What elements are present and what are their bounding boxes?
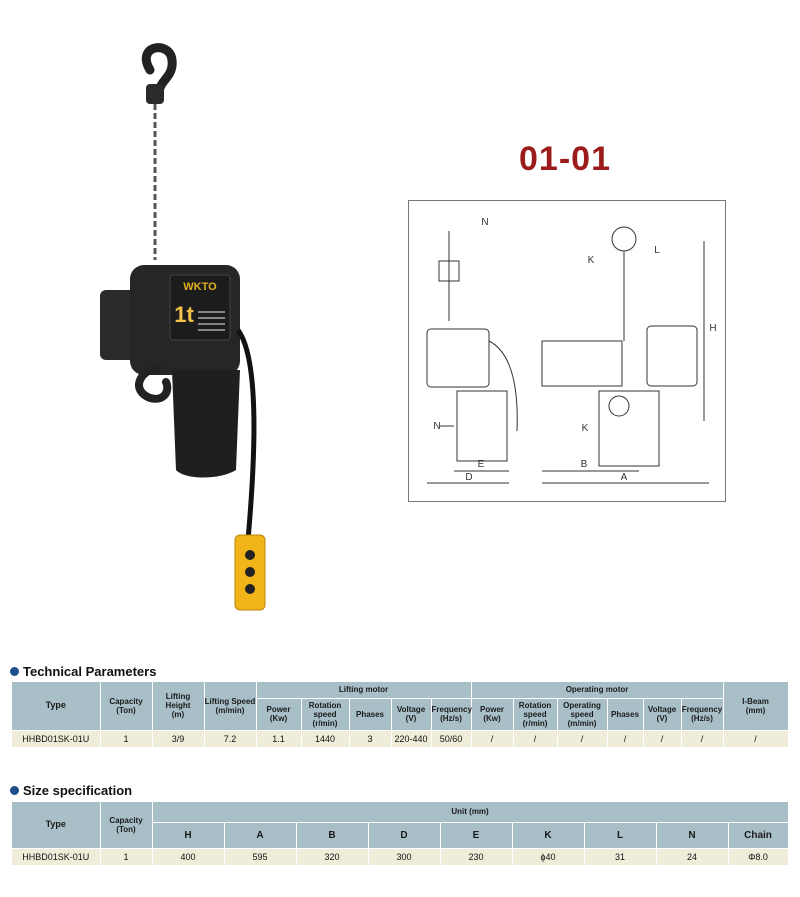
- cell-lm-frequency: 50/60: [431, 730, 471, 747]
- model-title: 01-01: [519, 140, 611, 178]
- cell-lm-rotation: 1440: [301, 730, 349, 747]
- header-type: Type: [12, 802, 100, 848]
- cell-ibeam: /: [723, 730, 788, 747]
- header-lifting-speed: Lifting Speed (m/min): [204, 682, 256, 730]
- tech-params-table: [12, 682, 789, 747]
- capacity-badge: 1t: [174, 302, 194, 327]
- cell-om-phases: /: [607, 730, 643, 747]
- cell-a: 595: [224, 848, 296, 865]
- header-lm-phases: Phases: [349, 698, 391, 730]
- cell-k: ɸ40: [512, 848, 584, 865]
- header-om-phases: Phases: [607, 698, 643, 730]
- cell-type: HHBD01SK-01U: [12, 848, 100, 865]
- size-spec-heading: Size specification: [10, 783, 132, 798]
- drawing-label-a: A: [620, 472, 628, 483]
- table-row: [12, 848, 788, 865]
- hoist-product-image: [80, 40, 310, 630]
- header-dim-b: B: [296, 822, 368, 848]
- cell-om-voltage: /: [643, 730, 681, 747]
- drawing-label-b: B: [580, 459, 588, 470]
- header-dim-chain: Chain: [728, 822, 788, 848]
- header-om-operating-speed: Operating speed (m/min): [557, 698, 607, 730]
- cell-h: 400: [152, 848, 224, 865]
- header-om-power: Power (Kw): [471, 698, 513, 730]
- header-lm-voltage: Voltage (V): [391, 698, 431, 730]
- cell-om-operating-speed: /: [557, 730, 607, 747]
- header-operating-motor: Operating motor: [471, 682, 723, 698]
- header-om-frequency: Frequency (Hz/s): [681, 698, 723, 730]
- header-dim-l: L: [584, 822, 656, 848]
- cell-d: 300: [368, 848, 440, 865]
- cell-chain: Φ8.0: [728, 848, 788, 865]
- header-dim-e: E: [440, 822, 512, 848]
- header-om-rotation: Rotation speed (r/min): [513, 698, 557, 730]
- cell-capacity: 1: [100, 848, 152, 865]
- cell-l: 31: [584, 848, 656, 865]
- bullet-dot-icon: [10, 667, 19, 676]
- dimension-drawing: [408, 200, 726, 502]
- cell-lifting-height: 3/9: [152, 730, 204, 747]
- cell-om-frequency: /: [681, 730, 723, 747]
- header-unit: Unit (mm): [152, 802, 788, 822]
- header-lm-frequency: Frequency (Hz/s): [431, 698, 471, 730]
- header-dim-a: A: [224, 822, 296, 848]
- cell-b: 320: [296, 848, 368, 865]
- cell-e: 230: [440, 848, 512, 865]
- cell-om-rotation: /: [513, 730, 557, 747]
- brand-label: WKTO: [183, 281, 217, 293]
- cell-lifting-speed: 7.2: [204, 730, 256, 747]
- drawing-label-e: E: [477, 459, 485, 470]
- size-spec-table: [12, 802, 789, 865]
- drawing-label-k-side: K: [581, 423, 589, 434]
- drawing-label-n-side: N: [433, 421, 441, 432]
- drawing-label-k-top: K: [587, 255, 595, 266]
- drawing-label-d: D: [465, 472, 473, 483]
- cell-lm-power: 1.1: [256, 730, 301, 747]
- bullet-dot-icon: [10, 786, 19, 795]
- cell-capacity: 1: [100, 730, 152, 747]
- table-row: [12, 730, 788, 747]
- header-capacity: Capacity (Ton): [100, 682, 152, 730]
- header-lm-power: Power (Kw): [256, 698, 301, 730]
- header-dim-n: N: [656, 822, 728, 848]
- cell-type: HHBD01SK-01U: [12, 730, 100, 747]
- drawing-label-h: H: [709, 323, 717, 334]
- header-ibeam: I-Beam (mm): [723, 682, 788, 730]
- header-dim-k: K: [512, 822, 584, 848]
- header-capacity: Capacity (Ton): [100, 802, 152, 848]
- cell-lm-voltage: 220-440: [391, 730, 431, 747]
- header-om-voltage: Voltage (V): [643, 698, 681, 730]
- header-lifting-motor: Lifting motor: [256, 682, 471, 698]
- cell-om-power: /: [471, 730, 513, 747]
- tech-params-heading: Technical Parameters: [10, 664, 156, 679]
- drawing-label-n-top: N: [481, 217, 489, 228]
- cell-lm-phases: 3: [349, 730, 391, 747]
- header-lifting-height: Lifting Height (m): [152, 682, 204, 730]
- header-type: Type: [12, 682, 100, 730]
- header-dim-d: D: [368, 822, 440, 848]
- drawing-label-l: L: [654, 245, 660, 256]
- header-lm-rotation: Rotation speed (r/min): [301, 698, 349, 730]
- header-dim-h: H: [152, 822, 224, 848]
- cell-n: 24: [656, 848, 728, 865]
